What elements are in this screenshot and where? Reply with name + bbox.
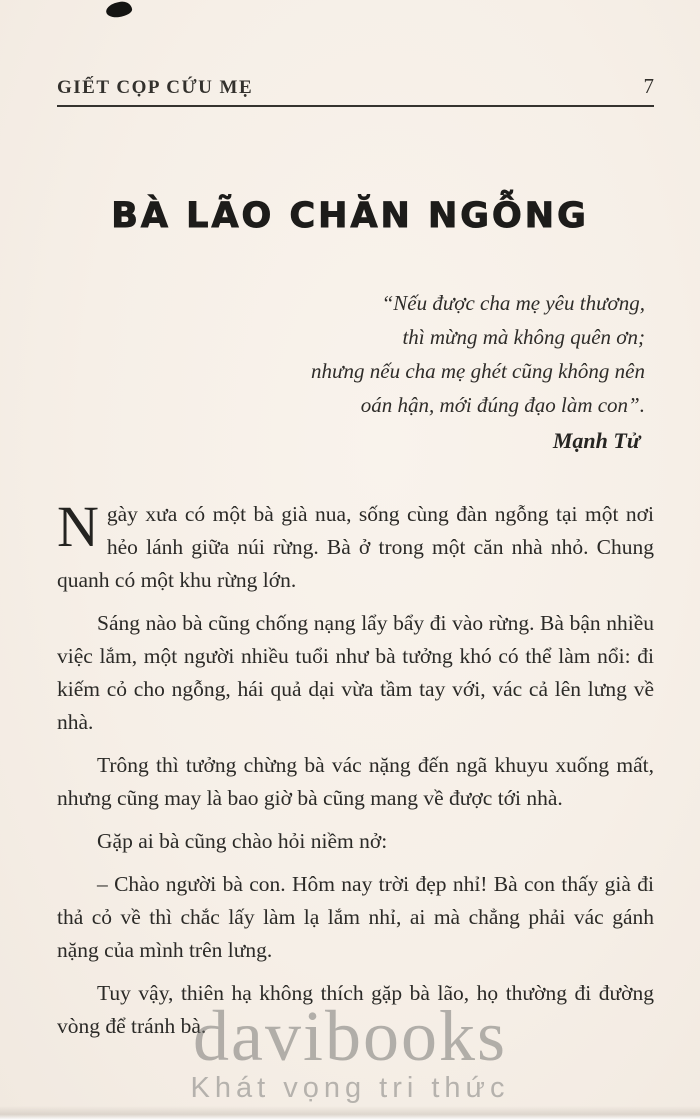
paragraph: Sáng nào bà cũng chống nạng lẩy bẩy đi vào rừng. Bà bận nhiều việc lắm, một người nhiều tuổi như bà tưởng khó có thể làm nổi: đi kiếm cỏ cho ngỗng, hái quả dại vừa tầm tay với, vác cả lên lưng về nhà.	[57, 611, 654, 734]
paragraph: Tuy vậy, thiên hạ không thích gặp bà lão, họ thường đi đường vòng để tránh bà.	[57, 981, 654, 1038]
paragraph: Trông thì tưởng chừng bà vác nặng đến ngã khuyu xuống mất, nhưng cũng may là bao giờ bà cũng mang về được tới nhà.	[57, 753, 654, 810]
epigraph-line: thì mừng mà không quên ơn;	[402, 325, 645, 349]
epigraph	[311, 286, 645, 422]
paragraph	[57, 494, 654, 597]
watermark-logo: davibooks	[193, 996, 507, 1076]
epigraph-line: oán hận, mới đúng đạo làm con”.	[360, 393, 645, 417]
dropcap: N	[57, 494, 99, 559]
scan-bottom-edge	[0, 1106, 700, 1120]
epigraph-attribution: Mạnh Tử	[552, 428, 640, 453]
page-header	[57, 74, 654, 107]
paragraph: Gặp ai bà cũng chào hỏi niềm nở:	[97, 829, 388, 853]
epigraph-line: nhưng nếu cha mẹ ghét cũng không nên	[311, 359, 645, 383]
chapter-title: BÀ LÃO CHĂN NGỖNG	[111, 196, 589, 236]
running-title: GIẾT CỌP CỨU MẸ	[57, 77, 254, 98]
body-text	[57, 494, 654, 1053]
ink-blot-artifact	[105, 0, 133, 18]
page-number: 7	[643, 74, 654, 98]
watermark-tagline: Khát vọng tri thức	[190, 1072, 510, 1104]
epigraph-line: “Nếu được cha mẹ yêu thương,	[381, 291, 645, 315]
paragraph-text: gày xưa có một bà già nua, sống cùng đàn ngỗng tại một nơi hẻo lánh giữa núi rừng. Bà ở trong một căn nhà nhỏ. Chung quanh có một khu rừng lớn.	[57, 502, 654, 592]
paragraph: – Chào người bà con. Hôm nay trời đẹp nhỉ! Bà con thấy già đi thả cỏ về thì chắc lấy làm lạ lắm nhỉ, ai mà chẳng phải vác gánh nặng của mình trên lưng.	[57, 872, 654, 962]
